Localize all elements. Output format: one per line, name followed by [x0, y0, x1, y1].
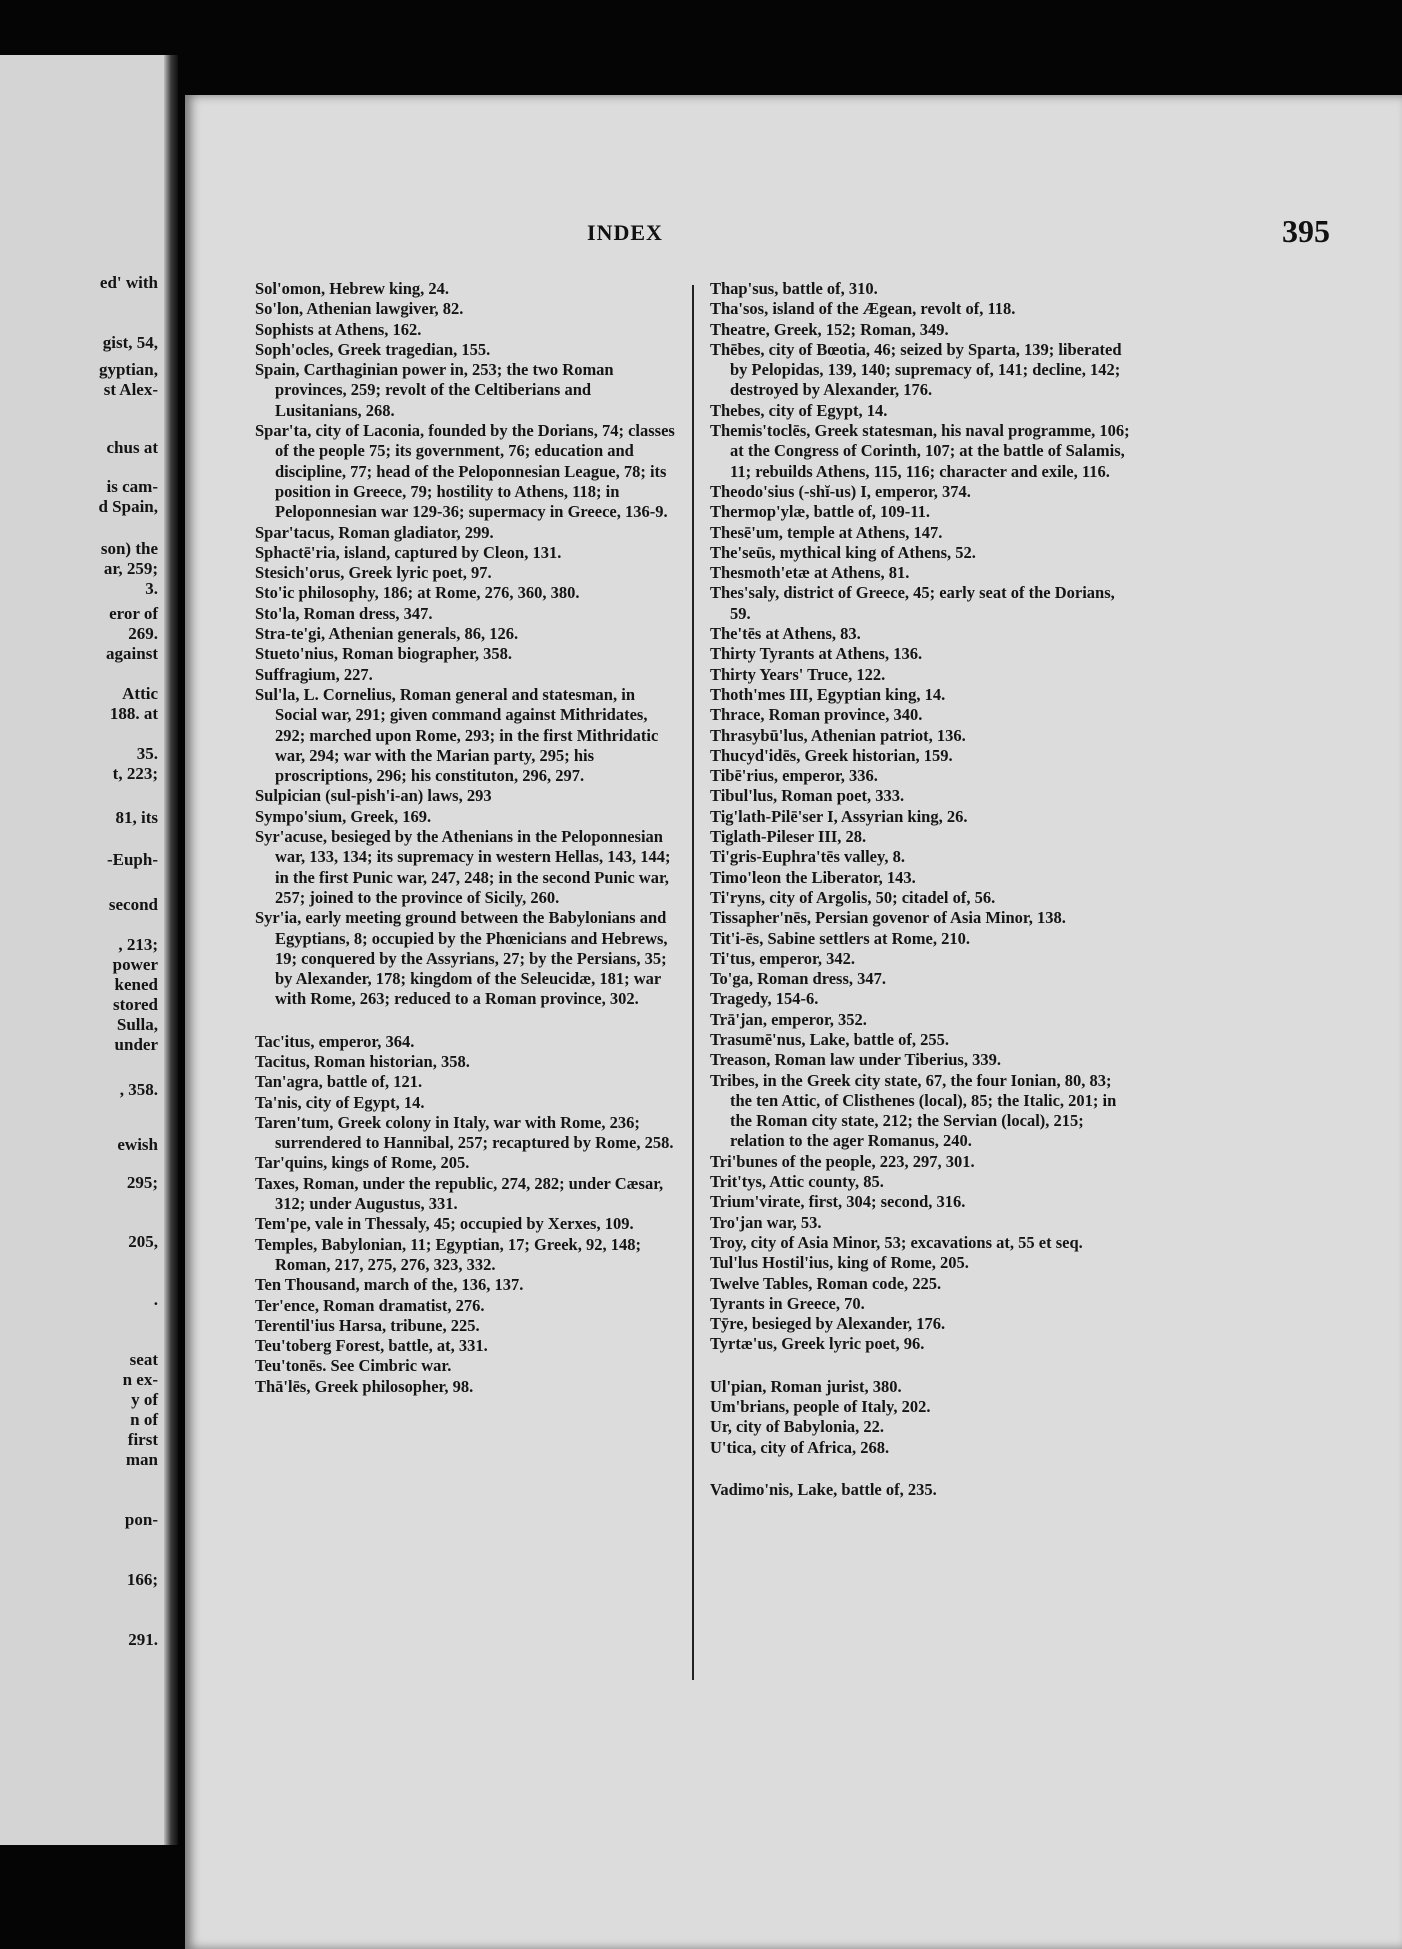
adjacent-page-text: seat — [129, 1350, 158, 1369]
index-entry: Thap'sus, battle of, 310. — [710, 279, 878, 298]
index-entry: Tacitus, Roman historian, 358. — [255, 1051, 470, 1071]
adjacent-page-text: , 358. — [119, 1080, 158, 1099]
index-entry: Thesmoth'etæ at Athens, 81. — [710, 563, 910, 583]
adjacent-page-text: ed' with — [99, 273, 158, 292]
index-entry: Tyrants in Greece, 70. — [710, 1293, 865, 1313]
adjacent-page-text: is cam- — [106, 477, 158, 496]
index-entry: Tem'pe, vale in Thessaly, 45; occupied by Xerxes, 109. — [255, 1214, 634, 1234]
index-entry: Taren'tum, Greek colony in Italy, war with Rome, 236; surrendered to Hannibal, 257; recaptured by Rome, 258. — [255, 1112, 674, 1153]
index-entry: Tha'sos, island of the Ægean, revolt of, 118. — [710, 299, 1016, 319]
index-entry: Sophists at Athens, 162. — [255, 319, 422, 339]
index-entry: Ur, city of Babylonia, 22. — [710, 1417, 885, 1437]
section-gap — [710, 1458, 1135, 1480]
index-entry: Tan'agra, battle of, 121. — [255, 1072, 423, 1092]
index-entry: Sto'ic philosophy, 186; at Rome, 276, 360, 380. — [255, 583, 580, 603]
adjacent-page-text: y of — [131, 1390, 158, 1409]
index-entry: Thā'lēs, Greek philosopher, 98. — [255, 1376, 474, 1396]
adjacent-page-text: chus at — [106, 438, 158, 457]
adjacent-page-text: under — [114, 1035, 158, 1054]
adjacent-page-text: eror of — [109, 604, 158, 623]
index-entry: Thebes, city of Egypt, 14. — [710, 400, 888, 420]
index-entry: Ti'tus, emperor, 342. — [710, 948, 855, 968]
index-entry: Ten Thousand, march of the, 136, 137. — [255, 1275, 524, 1295]
index-entry: Ta'nis, city of Egypt, 14. — [255, 1092, 425, 1112]
adjacent-page-text: st Alex- — [103, 380, 158, 399]
adjacent-page-text: ewish — [117, 1135, 158, 1154]
adjacent-page-text: gist, 54, — [102, 333, 158, 352]
adjacent-page-text: Attic — [122, 684, 158, 703]
index-entry: Sto'la, Roman dress, 347. — [255, 603, 433, 623]
index-entry: Tar'quins, kings of Rome, 205. — [255, 1153, 470, 1173]
index-entry: Thrasybū'lus, Athenian patriot, 136. — [710, 725, 966, 745]
adjacent-page-text: n of — [130, 1410, 158, 1429]
index-entry: The'seūs, mythical king of Athens, 52. — [710, 542, 976, 562]
index-entry: The'tēs at Athens, 83. — [710, 624, 861, 644]
index-entry: Timo'leon the Liberator, 143. — [710, 867, 916, 887]
index-entry: Suffragium, 227. — [255, 664, 373, 684]
index-entry: Thermop'ylæ, battle of, 109-11. — [710, 502, 930, 522]
index-entry: Tit'i-ēs, Sabine settlers at Rome, 210. — [710, 928, 970, 948]
index-entry: Vadimo'nis, Lake, battle of, 235. — [710, 1479, 937, 1499]
index-entry: Terentil'ius Harsa, tribune, 225. — [255, 1315, 480, 1335]
index-entry: Ti'ryns, city of Argolis, 50; citadel of, 56. — [710, 887, 996, 907]
index-entry: Thirty Years' Truce, 122. — [710, 664, 886, 684]
index-entry: Theodo'sius (-shĭ-us) I, emperor, 374. — [710, 481, 971, 501]
index-entry: Stueto'nius, Roman biographer, 358. — [255, 644, 513, 664]
page-number: 395 — [1282, 213, 1330, 249]
index-page — [185, 95, 1402, 1949]
adjacent-page-text: kened — [114, 975, 158, 994]
index-entry: Sulpician (sul-pish'i-an) laws, 293 — [255, 786, 492, 806]
index-column-right — [710, 279, 1135, 1500]
index-entry: Spar'tacus, Roman gladiator, 299. — [255, 522, 494, 542]
index-entry: Tissapher'nēs, Persian govenor of Asia Minor, 138. — [710, 908, 1066, 928]
adjacent-page-text: , 213; — [118, 935, 158, 954]
index-entry: Ti'gris-Euphra'tēs valley, 8. — [710, 847, 905, 867]
adjacent-page-fragment — [0, 55, 178, 1845]
index-entry: Sul'la, L. Cornelius, Roman general and statesman, in Social war, 291; given command against Mithridates, 292; marched upon Rome, 293; in the first Mithridatic war, 294; war with the Marian party, 295; his proscriptions, 296; his constituton, 296, 297. — [255, 684, 659, 786]
index-entry: Thēbes, city of Bœotia, 46; seized by Sparta, 139; liberated by Pelopidas, 139, 140; supremacy of, 141; decline, 142; destroyed by Alexander, 176. — [710, 339, 1122, 400]
index-entry: Tribes, in the Greek city state, 67, the four Ionian, 80, 83; the ten Attic, of Clisthenes (local), 85; the Italic, 201; in the Roman city state, 212; the Servian (local), 215; relation to the ager Romanus, 240. — [710, 1070, 1117, 1151]
index-entry: Tro'jan war, 53. — [710, 1212, 822, 1232]
index-entry: Stesich'orus, Greek lyric poet, 97. — [255, 563, 492, 583]
index-entry: Thoth'mes III, Egyptian king, 14. — [710, 684, 946, 704]
index-entry: Ul'pian, Roman jurist, 380. — [710, 1376, 902, 1396]
adjacent-page-text: 188. at — [109, 704, 158, 723]
index-column-left — [255, 279, 680, 1397]
index-entry: Soph'ocles, Greek tragedian, 155. — [255, 339, 491, 359]
index-entry: So'lon, Athenian lawgiver, 82. — [255, 299, 464, 319]
index-entry: Teu'tonēs. See Cimbric war. — [255, 1356, 452, 1376]
adjacent-page-text: power — [112, 955, 158, 974]
adjacent-page-text: against — [106, 644, 158, 663]
index-entry: Syr'ia, early meeting ground between the Babylonians and Egyptians, 8; occupied by the Phœnicians and Hebrews, 19; conquered by the Assyrians, 27; by the Persians, 35; by Alexander, 178; kingdom of the Seleucidæ, 181; war with Rome, 263; reduced to a Roman province, 302. — [255, 908, 668, 1009]
index-entry: Tiglath-Pileser III, 28. — [710, 827, 867, 847]
adjacent-page-text: pon- — [124, 1510, 158, 1529]
page-header — [185, 213, 1402, 260]
index-entry: Tibē'rius, emperor, 336. — [710, 766, 878, 786]
adjacent-page-text: t, 223; — [112, 764, 158, 783]
adjacent-page-text: first — [127, 1430, 158, 1449]
adjacent-page-text: ar, 259; — [103, 559, 158, 578]
index-entry: Tul'lus Hostil'ius, king of Rome, 205. — [710, 1253, 969, 1273]
index-entry: Tȳre, besieged by Alexander, 176. — [710, 1314, 946, 1334]
index-entry: Trā'jan, emperor, 352. — [710, 1009, 867, 1029]
adjacent-page-text: n ex- — [122, 1370, 158, 1389]
adjacent-page-text: 295; — [126, 1173, 158, 1192]
index-entry: Spain, Carthaginian power in, 253; the two Roman provinces, 259; revolt of the Celtiberians and Lusitanians, 268. — [255, 360, 614, 420]
index-entry: U'tica, city of Africa, 268. — [710, 1437, 890, 1457]
index-entry: Twelve Tables, Roman code, 225. — [710, 1273, 942, 1293]
index-entry: Thes'saly, district of Greece, 45; early seat of the Dorians, 59. — [710, 583, 1115, 623]
adjacent-page-text: -Euph- — [106, 850, 158, 869]
index-entry: Trasumē'nus, Lake, battle of, 255. — [710, 1029, 949, 1049]
adjacent-page-text: stored — [112, 995, 158, 1014]
index-entry: Tri'bunes of the people, 223, 297, 301. — [710, 1151, 975, 1171]
index-entry: Tibul'lus, Roman poet, 333. — [710, 786, 905, 806]
adjacent-page-text: d Spain, — [98, 497, 158, 516]
index-entry: Trit'tys, Attic county, 85. — [710, 1172, 884, 1192]
index-entry: Syr'acuse, besieged by the Athenians in the Peloponnesian war, 133, 134; its supremacy in western Hellas, 143, 144; in the first Punic war, 247, 248; in the second Punic war, 257; joined to the province of Sicily, 260. — [255, 827, 671, 907]
index-entry: Tragedy, 154-6. — [710, 989, 819, 1009]
index-entry: Thesē'um, temple at Athens, 147. — [710, 522, 943, 542]
adjacent-page-text: 269. — [128, 624, 158, 643]
index-entry: Teu'toberg Forest, battle, at, 331. — [255, 1336, 488, 1356]
index-entry: Treason, Roman law under Tiberius, 339. — [710, 1050, 1001, 1070]
index-entry: Thrace, Roman province, 340. — [710, 705, 923, 725]
adjacent-page-text: 81, its — [115, 808, 158, 827]
adjacent-page-text: 205, — [128, 1232, 158, 1251]
index-entry: Taxes, Roman, under the republic, 274, 282; under Cæsar, 312; under Augustus, 331. — [255, 1173, 664, 1214]
index-entry: Tig'lath-Pilē'ser I, Assyrian king, 26. — [710, 806, 968, 826]
index-entry: Theatre, Greek, 152; Roman, 349. — [710, 319, 949, 339]
index-entry: Troy, city of Asia Minor, 53; excavations at, 55 et seq. — [710, 1232, 1083, 1252]
section-gap — [710, 1355, 1135, 1377]
section-gap — [255, 1010, 680, 1032]
index-entry: Thucyd'idēs, Greek historian, 159. — [710, 745, 953, 765]
adjacent-page-text: 291. — [128, 1630, 158, 1649]
index-entry: Sphactē'ria, island, captured by Cleon, 131. — [255, 542, 562, 562]
adjacent-page-text: son) the — [100, 539, 158, 558]
index-entry: Stra-te'gi, Athenian generals, 86, 126. — [255, 624, 519, 644]
page-gutter-shadow — [164, 55, 178, 1845]
adjacent-page-text: 166; — [126, 1570, 158, 1589]
adjacent-page-text: Sulla, — [116, 1015, 158, 1034]
adjacent-page-text: 3. — [145, 579, 158, 598]
adjacent-page-text: 35. — [136, 744, 158, 763]
index-entry: Themis'toclēs, Greek statesman, his naval programme, 106; at the Congress of Corinth, 107; at the battle of Salamis, 11; rebuilds Athens, 115, 116; character and exile, 116. — [710, 421, 1130, 481]
adjacent-page-text: second — [108, 895, 158, 914]
adjacent-page-text: man — [125, 1450, 158, 1469]
index-entry: Trium'virate, first, 304; second, 316. — [710, 1192, 966, 1212]
index-entry: Tac'itus, emperor, 364. — [255, 1031, 415, 1051]
index-entry: Thirty Tyrants at Athens, 136. — [710, 644, 923, 664]
running-title: INDEX — [587, 220, 663, 245]
index-entry: Sol'omon, Hebrew king, 24. — [255, 279, 450, 298]
adjacent-page-text: gyptian, — [98, 360, 158, 379]
index-entry: Tyrtæ'us, Greek lyric poet, 96. — [710, 1334, 925, 1354]
index-entry: Spar'ta, city of Laconia, founded by the Dorians, 74; classes of the people 75; its government, 76; education and discipline, 77; head of the Peloponnesian League, 78; its position in Greece, 79; hostility to Athens, 118; in Peloponnesian war 129-36; supermacy in Greece, 136-9. — [255, 421, 675, 522]
index-entry: Um'brians, people of Italy, 202. — [710, 1397, 931, 1417]
column-divider — [692, 285, 694, 1680]
index-entry: Sympo'sium, Greek, 169. — [255, 806, 432, 826]
adjacent-page-text: . — [153, 1290, 158, 1309]
index-entry: Ter'ence, Roman dramatist, 276. — [255, 1295, 485, 1315]
index-entry: Temples, Babylonian, 11; Egyptian, 17; Greek, 92, 148; Roman, 217, 275, 276, 323, 332. — [255, 1234, 641, 1274]
index-entry: To'ga, Roman dress, 347. — [710, 969, 887, 989]
